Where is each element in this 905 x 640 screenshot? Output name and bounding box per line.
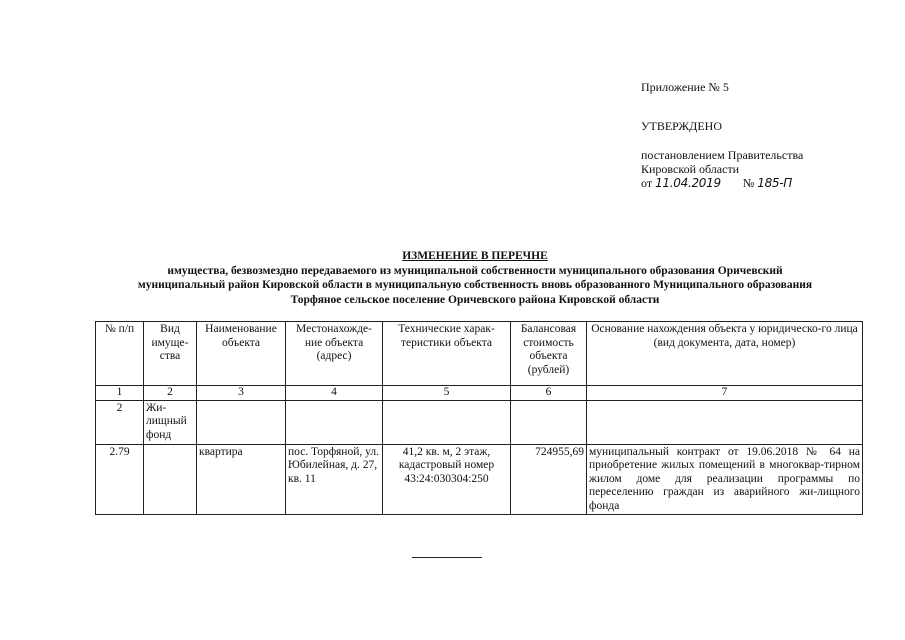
property-table (95, 321, 863, 515)
column-number: 5 (383, 386, 511, 401)
row-specs: 41,2 кв. м, 2 этаж, кадастровый номер 43:24:030304:250 (383, 444, 511, 515)
row-type (144, 444, 197, 515)
appendix-label: Приложение № 5 (641, 80, 729, 94)
row-specs (383, 400, 511, 444)
header-address: Местонахожде-ние объекта (адрес) (286, 322, 383, 386)
column-number: 3 (197, 386, 286, 401)
decree-line-2: Кировской области (641, 162, 740, 176)
title-line-3: муниципальный район Кировской области в муниципальную собственность вновь образованного Муниципального образования (137, 279, 813, 291)
number-prefix: № (742, 176, 755, 190)
header-specs: Технические харак-теристики объекта (383, 322, 511, 386)
row-type: Жи-лищный фонд (144, 400, 197, 444)
end-divider (412, 557, 482, 558)
title-line-2: имущества, безвозмездно передаваемого из муниципальной собственности муниципального образования Оричевский (167, 264, 783, 277)
header-name: Наименование объекта (197, 322, 286, 386)
row-address: пос. Торфяной, ул. Юбилейная, д. 27, кв. 11 (286, 444, 383, 515)
decree-line-1: постановлением Правительства (641, 148, 804, 162)
row-name (197, 400, 286, 444)
date-prefix: от (641, 176, 653, 190)
decree-date-number (641, 176, 803, 190)
column-number: 1 (96, 386, 144, 401)
table-row (96, 444, 863, 515)
row-address (286, 400, 383, 444)
row-cost (511, 400, 587, 444)
decree-date: 11.04.2019 (655, 176, 721, 190)
row-num: 2 (96, 400, 144, 444)
column-number: 7 (587, 386, 863, 401)
table-row (96, 400, 863, 444)
header-cost: Балансовая стоимость объекта (рублей) (511, 322, 587, 386)
column-number-row (96, 386, 863, 401)
row-cost: 724955,69 (511, 444, 587, 515)
column-number: 6 (511, 386, 587, 401)
row-name: квартира (197, 444, 286, 515)
column-number: 4 (286, 386, 383, 401)
header-num: № п/п (96, 322, 144, 386)
column-number: 2 (144, 386, 197, 401)
document-title (60, 249, 890, 307)
header-basis: Основание нахождения объекта у юридическо-го лица (вид документа, дата, номер) (587, 322, 863, 386)
row-basis: муниципальный контракт от 19.06.2018 № 64 на приобретение жилых помещений в многоквар-тирном жилом доме для реализации программы по переселению граждан из аварийного жи-лищного фонда (587, 444, 863, 515)
decree-number: 185-П (757, 176, 793, 190)
row-basis (587, 400, 863, 444)
decree-block (641, 148, 803, 190)
row-num: 2.79 (96, 444, 144, 515)
title-line-4: Торфяное сельское поселение Оричевского района Кировской области (290, 293, 660, 306)
table-header-row (96, 322, 863, 386)
title-heading: ИЗМЕНЕНИЕ В ПЕРЕЧНЕ (402, 250, 548, 262)
header-type: Вид имуще-ства (144, 322, 197, 386)
approved-label: УТВЕРЖДЕНО (641, 119, 723, 133)
